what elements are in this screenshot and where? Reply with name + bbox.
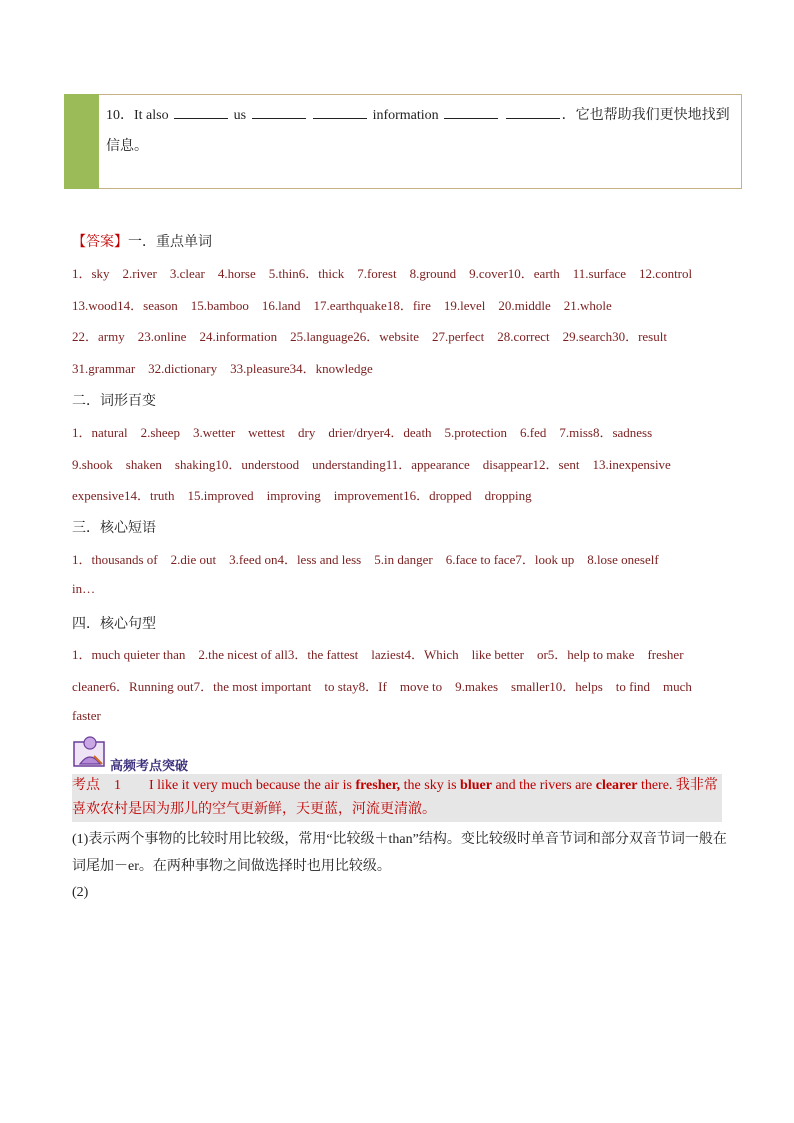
blank xyxy=(313,105,367,119)
answer-heading xyxy=(72,231,212,251)
blank xyxy=(444,105,498,119)
section-2-title: 二．词形百变 xyxy=(72,394,156,409)
sec1-line-2: 13.wood14．season 15.bamboo 16.land 17.earthquake18．fire 19.level 20.middle 21.whole xyxy=(72,298,612,313)
section-1-title: 一．重点单词 xyxy=(128,235,212,250)
sec4-line-1: 1．much quieter than 2.the nicest of all3．the fattest laziest4．Which like better or5．help to make fresher xyxy=(72,647,684,662)
q10-text-d: ．它也帮助我们更快地找到信息。 xyxy=(106,108,730,154)
sec4-line-3: faster xyxy=(72,708,101,723)
section-4-title: 四．核心句型 xyxy=(72,617,156,632)
blank xyxy=(506,105,560,119)
explanation-1: (1)表示两个事物的比较时用比较级，常用“比较级＋than”结构。变比较级时单音节词和部分双音节词一般在词尾加－er。在两种事物之间做选择时也用比较级。 xyxy=(72,832,727,874)
kp-text: the sky is xyxy=(400,778,461,793)
sec2-line-2: 9.shook shaken shaking10．understood understanding11．appearance disappear12．sent 13.inexpensive xyxy=(72,457,671,472)
answer-tag: 【答案】 xyxy=(72,235,128,250)
teacher-icon xyxy=(72,734,106,768)
kp-bold-clearer: clearer xyxy=(595,778,638,793)
sec2-line-1: 1．natural 2.sheep 3.wetter wettest dry drier/dryer4．death 5.protection 6.fed 7.miss8．sadness xyxy=(72,425,653,440)
key-point-1 xyxy=(72,774,722,822)
sec3-line-2: in… xyxy=(72,581,96,596)
sec4-line-2: cleaner6．Running out7．the most important to stay8．If move to 9.makes smaller10．helps to find much xyxy=(72,679,692,694)
blank xyxy=(252,105,306,119)
sec1-line-4: 31.grammar 32.dictionary 33.pleasure34．knowledge xyxy=(72,361,373,376)
kp-text: 考点 1 I like it very much because the air is xyxy=(72,778,356,793)
q10-text-a: 10．It also xyxy=(106,108,169,123)
sec3-line-1: 1．thousands of 2.die out 3.feed on4．less and less 5.in danger 6.face to face7．look up 8.lose oneself xyxy=(72,552,659,567)
blank xyxy=(174,105,228,119)
highfreq-title: 高频考点突破 xyxy=(110,758,189,773)
table-green-cell xyxy=(64,94,99,189)
kp-text: and the rivers are xyxy=(491,778,596,793)
sec2-line-3: expensive14．truth 15.improved improving improvement16．dropped dropping xyxy=(72,488,532,503)
section-3-title: 三．核心短语 xyxy=(72,521,156,536)
sec1-line-3: 22．army 23.online 24.information 25.language26．website 27.perfect 28.correct 29.search30．result xyxy=(72,329,667,344)
kp-text: there. 我非常喜欢农村是因为那儿的空气更新鲜，天更蓝，河流更清澈。 xyxy=(72,778,718,817)
sec1-line-1: 1．sky 2.river 3.clear 4.horse 5.thin6．thick 7.forest 8.ground 9.cover10．earth 11.surface 12.control xyxy=(72,266,693,281)
explanation-2: (2) xyxy=(72,885,89,900)
question-10 xyxy=(106,100,736,162)
q10-text-b: us xyxy=(233,108,247,123)
kp-bold-bluer: bluer xyxy=(460,778,492,793)
q10-text-c: information xyxy=(372,108,439,123)
kp-bold-fresher: fresher, xyxy=(355,778,401,793)
